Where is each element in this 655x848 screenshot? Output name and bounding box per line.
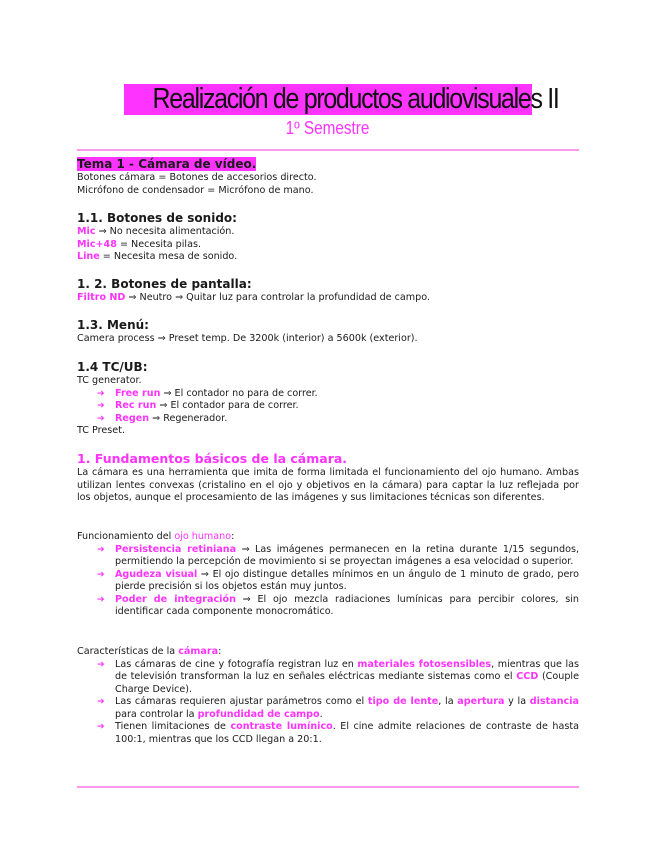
top-divider	[77, 149, 579, 151]
list-item: Line = Necesita mesa de sonido.	[77, 251, 238, 262]
list-item: ➔ Tienen limitaciones de contraste lumínico. El cine admite relaciones de contraste de hasta 100:1, mientras que los CCD llegan a 20:1.	[97, 721, 579, 745]
list-item: Mic+48 = Necesita pilas.	[77, 238, 202, 250]
arrow-icon: ➔	[97, 722, 105, 732]
document-title: Realización de productos audiovisuales II	[152, 83, 559, 115]
arrow-icon: ➔	[97, 544, 105, 555]
section-1-4-title: 1.4 TC/UB:	[77, 360, 148, 374]
camara-section	[77, 646, 579, 746]
fundamentos-title: 1. Fundamentos básicos de la cámara.	[77, 451, 348, 466]
fundamentos-section	[77, 451, 579, 505]
tema-line-2: Micrófono de condensador = Micrófono de mano.	[77, 184, 314, 196]
arrow-icon: ➔	[97, 401, 105, 411]
list-item: ➔ Persistencia retiniana ⇒ Las imágenes permanecen en la retina durante 1/15 segundos, permitiendo la percepción de movimiento si se proyectan imágenes a esa velocidad o superior.	[97, 543, 579, 567]
arrow-icon: ➔	[97, 697, 105, 707]
tema-line-1: Botones cámara = Botones de accesorios directo.	[77, 172, 317, 183]
title-highlight	[124, 83, 559, 115]
list-item: ➔ Regen ⇒ Regenerador.	[97, 412, 228, 424]
list-item: ➔ Agudeza visual ⇒ El ojo distingue detalles mínimos en un ángulo de 1 minuto de grado, pero pierde precisión si los objetos están muy juntos.	[97, 568, 579, 592]
tema-title: Tema 1 - Cámara de vídeo.	[77, 157, 257, 171]
section-1-2-title: 1. 2. Botones de pantalla:	[77, 277, 252, 291]
ojo-section	[77, 531, 579, 619]
list-item: ➔ Las cámaras de cine y fotografía registran luz en materiales fotosensibles, mientras que las de televisión transforman la luz en señales eléctricas mediante sistemas como el CCD (Couple Charge Device).	[97, 658, 580, 695]
arrow-icon: ➔	[97, 569, 105, 580]
section-1-1-title: 1.1. Botones de sonido:	[77, 211, 237, 225]
list-item: Mic ⇒ No necesita alimentación.	[77, 226, 235, 237]
list-item: ➔ Free run ⇒ El contador no para de correr.	[97, 387, 318, 399]
camara-intro: Características de la cámara:	[77, 646, 222, 657]
arrow-icon: ➔	[97, 413, 105, 424]
ojo-intro: Funcionamiento del ojo humano:	[77, 531, 235, 542]
arrow-icon: ➔	[97, 594, 105, 605]
arrow-icon: ➔	[97, 659, 105, 670]
section-1-4: 1.4 TC/UB: TC generator. ➔ Free run ⇒ El contador no para de correr. ➔ Rec run ⇒ El contador para de correr. ➔ Regen ⇒ Regenerador. TC Preset.	[77, 360, 579, 438]
tema-section	[77, 157, 579, 197]
arrow-icon: ➔	[97, 388, 105, 399]
list-item: ➔ Poder de integración ⇒ El ojo mezcla radiaciones lumínicas para percibir colores, sin identificar cada componente monocromático.	[97, 593, 580, 617]
bottom-divider	[77, 786, 579, 788]
fundamentos-paragraph: La cámara es una herramienta que imita de forma limitada el funcionamiento del ojo humano. Ambas utilizan lentes convexas (cristalino en el ojo y objetivos en la cámara) para captar la luz reflejada por los objetos, aunque el procesamiento de las imágenes y sus limitaciones técnicas son diferentes.	[77, 467, 579, 503]
document-subtitle: 1º Semestre	[285, 118, 370, 138]
list-item: ➔ Rec run ⇒ El contador para de correr.	[97, 400, 299, 411]
section-1-3: 1.3. Menú: Camera process ⇒ Preset temp. De 3200k (interior) a 5600k (exterior).	[77, 318, 579, 346]
section-1-2: 1. 2. Botones de pantalla: Filtro ND ⇒ Neutro ⇒ Quitar luz para controlar la profundidad de campo.	[77, 277, 579, 305]
list-item: ➔ Las cámaras requieren ajustar parámetros como el tipo de lente, la apertura y la distancia para controlar la profundidad de campo.	[97, 696, 579, 720]
section-1-3-title: 1.3. Menú:	[77, 318, 149, 332]
section-1-1	[77, 211, 579, 264]
